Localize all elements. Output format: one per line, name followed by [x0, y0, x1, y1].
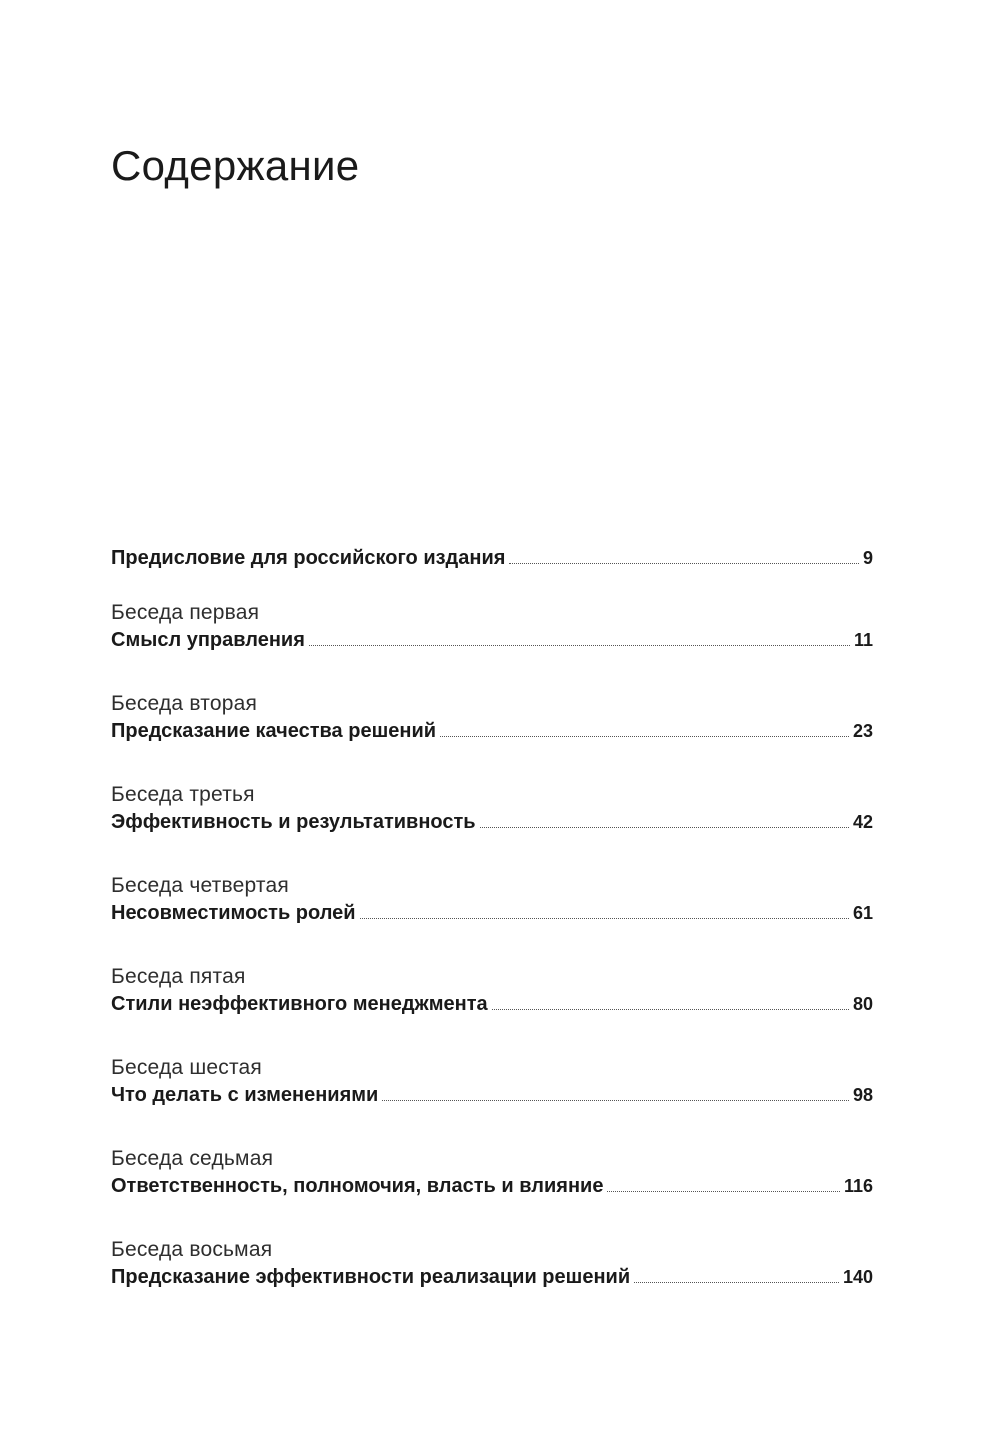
toc-page-number: 23: [852, 721, 873, 741]
toc-entry[interactable]: [111, 1056, 873, 1147]
toc-entry[interactable]: [111, 1238, 873, 1329]
dot-leader: [440, 736, 849, 737]
toc-entry-title: Стили неэффективного менеджмента: [111, 993, 488, 1015]
toc-entry[interactable]: [111, 783, 873, 874]
toc-entry[interactable]: [111, 874, 873, 965]
dot-leader: [509, 563, 859, 564]
toc-line: [111, 902, 873, 925]
dot-leader: [492, 1009, 849, 1010]
toc-page-number: 9: [862, 548, 873, 568]
toc-line: [111, 720, 873, 743]
toc-entry-title: Предсказание качества решений: [111, 720, 437, 742]
toc-page-number: 98: [852, 1085, 873, 1105]
dot-leader: [309, 645, 850, 646]
toc-line: [111, 1175, 873, 1198]
toc-entry-title: Что делать с изменениями: [111, 1084, 379, 1106]
table-of-contents: [111, 543, 873, 1329]
toc-line: [111, 1084, 873, 1107]
toc-chapter-label: Беседа шестая: [111, 1056, 263, 1079]
toc-line: [111, 993, 873, 1016]
toc-chapter-label: Беседа первая: [111, 601, 260, 624]
dot-leader: [382, 1100, 849, 1101]
toc-entry-title: Ответственность, полномочия, власть и влияние: [111, 1175, 604, 1197]
toc-entry-title: Несовместимость ролей: [111, 902, 356, 924]
toc-page-number: 61: [852, 903, 873, 923]
toc-entry-title: Эффективность и результативность: [111, 811, 476, 833]
dot-leader: [360, 918, 849, 919]
toc-entry-preface[interactable]: [111, 543, 873, 601]
toc-line: [111, 1266, 873, 1289]
toc-chapter-label: Беседа вторая: [111, 692, 258, 715]
dot-leader: [480, 827, 849, 828]
toc-page-number: 140: [842, 1267, 873, 1287]
toc-chapter-label: Беседа восьмая: [111, 1238, 273, 1261]
toc-entry[interactable]: [111, 1147, 873, 1238]
toc-entry-title: Предисловие для российского издания: [111, 547, 506, 569]
toc-entry[interactable]: [111, 601, 873, 692]
dot-leader: [634, 1282, 839, 1283]
toc-page-number: 42: [852, 812, 873, 832]
toc-entry[interactable]: [111, 692, 873, 783]
toc-line: [111, 811, 873, 834]
page-title: Содержание: [111, 142, 360, 189]
toc-chapter-label: Беседа пятая: [111, 965, 246, 988]
dot-leader: [607, 1191, 840, 1192]
toc-entry-title: Предсказание эффективности реализации решений: [111, 1266, 631, 1288]
toc-entry[interactable]: [111, 965, 873, 1056]
toc-page-number: 11: [853, 630, 873, 650]
toc-page-number: 80: [852, 994, 873, 1014]
toc-line: [111, 547, 873, 570]
toc-line: [111, 629, 873, 652]
toc-page-number: 116: [843, 1176, 873, 1196]
toc-chapter-label: Беседа третья: [111, 783, 255, 806]
toc-chapter-label: Беседа четвертая: [111, 874, 289, 897]
toc-entry-title: Смысл управления: [111, 629, 305, 651]
toc-chapter-label: Беседа седьмая: [111, 1147, 274, 1170]
